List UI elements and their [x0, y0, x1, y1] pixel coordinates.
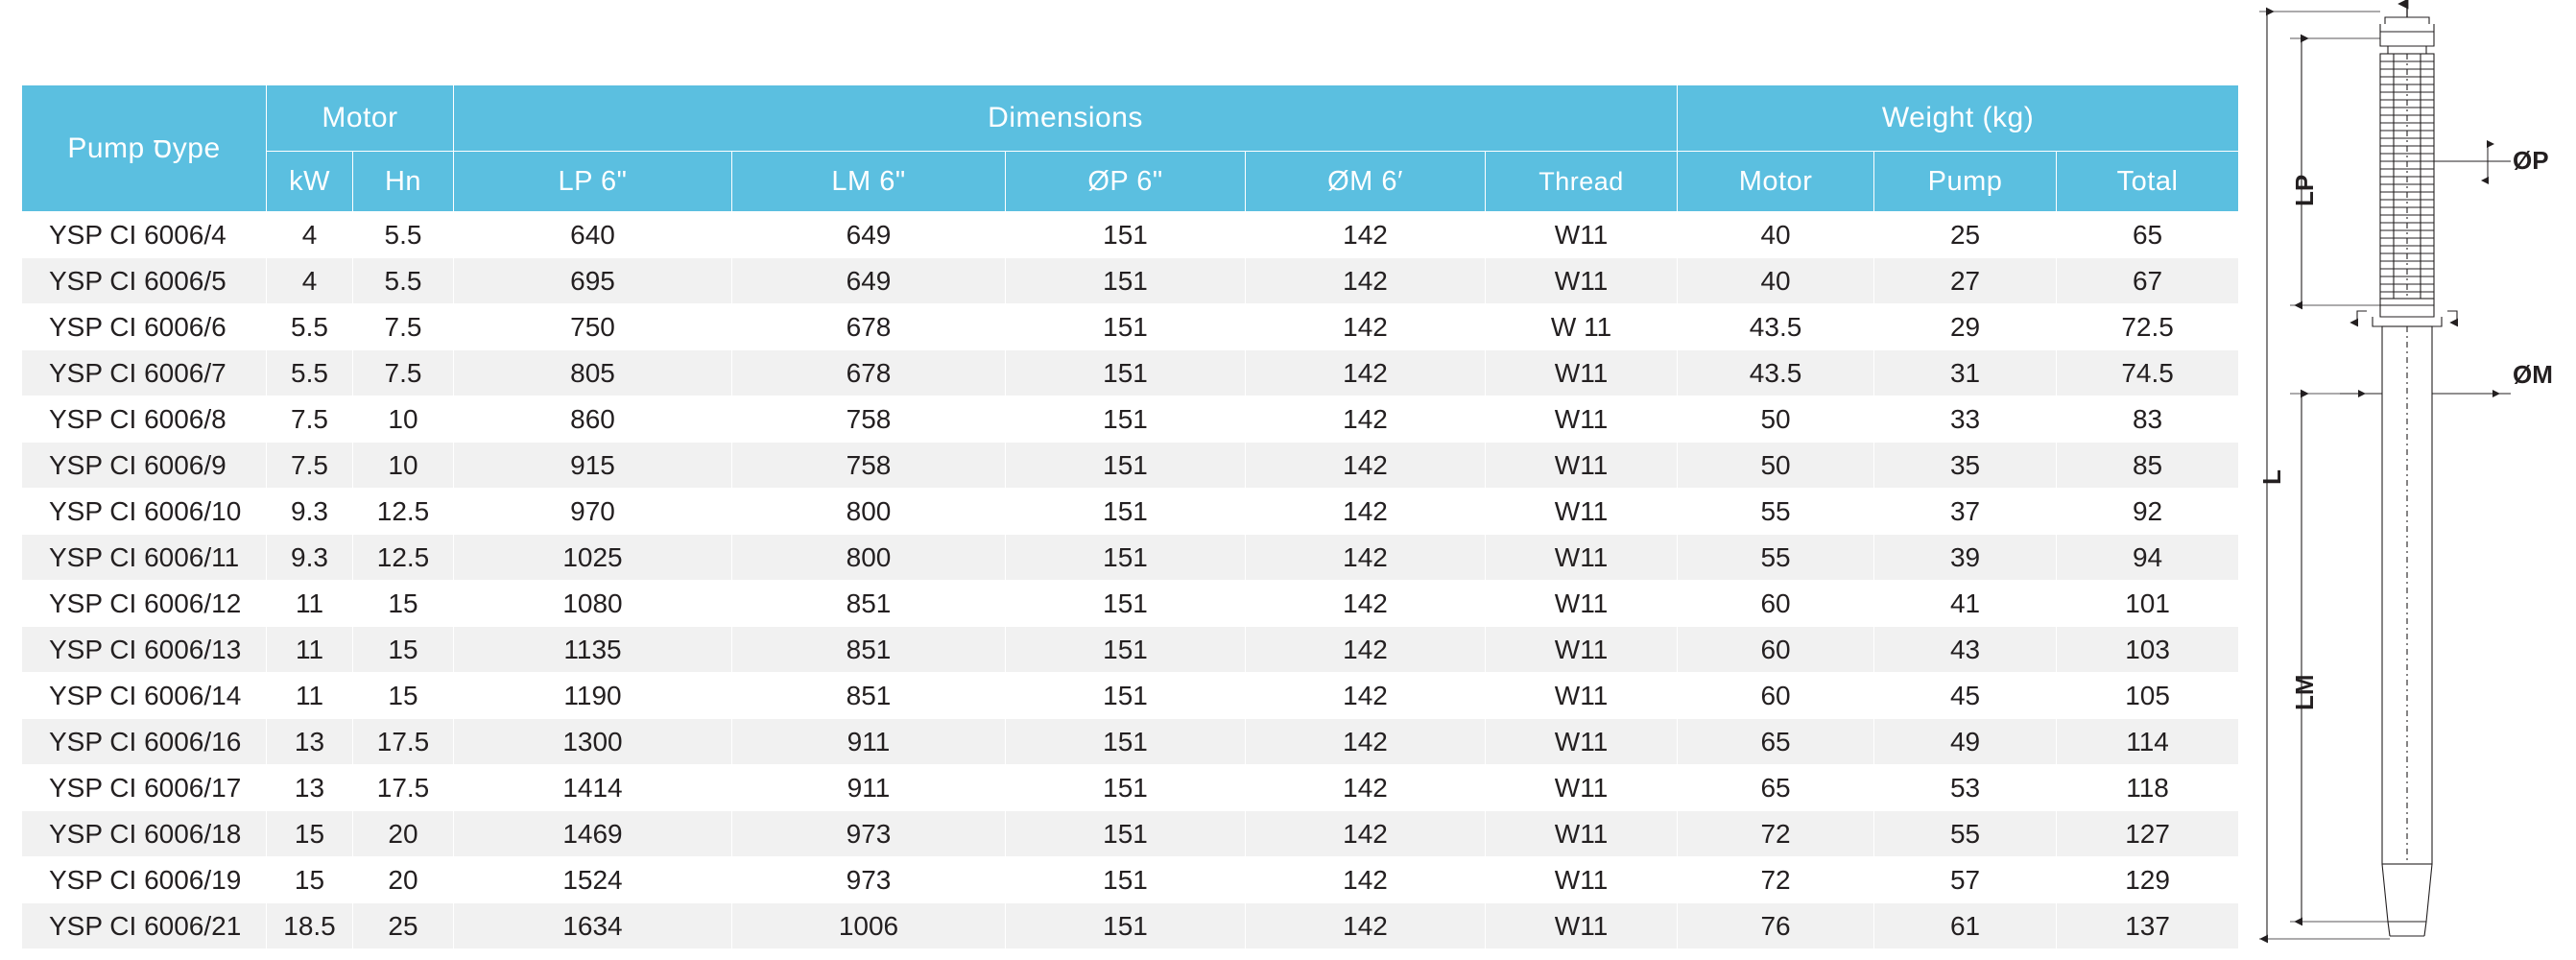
cell-weight-total: 92: [2057, 489, 2239, 535]
cell-weight-motor: 72: [1678, 857, 1874, 903]
cell-pump-type: YSP CI 6006/6: [22, 304, 267, 350]
cell-pump-type: YSP CI 6006/4: [22, 212, 267, 258]
cell-kw: 9.3: [267, 535, 353, 581]
cell-kw: 5.5: [267, 304, 353, 350]
table-header: [22, 85, 2239, 212]
cell-kw: 15: [267, 857, 353, 903]
header-diameter-m: ØM 6′: [1246, 152, 1486, 212]
cell-hn: 5.5: [353, 212, 454, 258]
table-subheader-row: [22, 152, 2239, 212]
cell-weight-motor: 40: [1678, 212, 1874, 258]
cell-weight-total: 114: [2057, 719, 2239, 765]
cell-weight-pump: 53: [1874, 765, 2057, 811]
cell-diameter-m: 142: [1246, 673, 1486, 719]
cell-pump-type: YSP CI 6006/17: [22, 765, 267, 811]
cell-lp: 1080: [454, 581, 732, 627]
cell-thread: W11: [1486, 396, 1678, 443]
cell-thread: W11: [1486, 811, 1678, 857]
cell-lp: 805: [454, 350, 732, 396]
cell-diameter-m: 142: [1246, 719, 1486, 765]
cell-weight-pump: 41: [1874, 581, 2057, 627]
cell-kw: 7.5: [267, 396, 353, 443]
cell-weight-motor: 65: [1678, 719, 1874, 765]
cell-hn: 12.5: [353, 535, 454, 581]
dimension-label-l: L: [2257, 469, 2286, 485]
cell-kw: 9.3: [267, 489, 353, 535]
cell-thread: W11: [1486, 535, 1678, 581]
cell-lm: 1006: [732, 903, 1006, 949]
cell-weight-total: 129: [2057, 857, 2239, 903]
cell-kw: 13: [267, 765, 353, 811]
table-row: [22, 489, 2239, 535]
cell-hn: 20: [353, 857, 454, 903]
cell-weight-motor: 76: [1678, 903, 1874, 949]
cell-pump-type: YSP CI 6006/9: [22, 443, 267, 489]
cell-kw: 11: [267, 581, 353, 627]
cell-diameter-m: 142: [1246, 765, 1486, 811]
cell-lm: 800: [732, 489, 1006, 535]
header-weight-pump: Pump: [1874, 152, 2057, 212]
cell-lp: 695: [454, 258, 732, 304]
cell-weight-motor: 60: [1678, 627, 1874, 673]
dimension-label-lp: LP: [2290, 174, 2319, 206]
cell-lp: 915: [454, 443, 732, 489]
header-lp: LP 6": [454, 152, 732, 212]
cell-weight-motor: 50: [1678, 396, 1874, 443]
cell-weight-total: 67: [2057, 258, 2239, 304]
cell-lm: 973: [732, 857, 1006, 903]
cell-weight-pump: 27: [1874, 258, 2057, 304]
cell-diameter-p: 151: [1006, 489, 1246, 535]
cell-lp: 1469: [454, 811, 732, 857]
cell-weight-pump: 29: [1874, 304, 2057, 350]
cell-weight-motor: 40: [1678, 258, 1874, 304]
cell-kw: 15: [267, 811, 353, 857]
cell-weight-pump: 49: [1874, 719, 2057, 765]
table-row: [22, 903, 2239, 949]
cell-hn: 10: [353, 396, 454, 443]
cell-weight-motor: 65: [1678, 765, 1874, 811]
table-row: [22, 396, 2239, 443]
cell-diameter-p: 151: [1006, 212, 1246, 258]
cell-thread: W 11: [1486, 304, 1678, 350]
cell-pump-type: YSP CI 6006/16: [22, 719, 267, 765]
cell-thread: W11: [1486, 212, 1678, 258]
cell-weight-total: 74.5: [2057, 350, 2239, 396]
cell-diameter-p: 151: [1006, 258, 1246, 304]
cell-lm: 678: [732, 304, 1006, 350]
cell-hn: 5.5: [353, 258, 454, 304]
table-row: [22, 581, 2239, 627]
cell-diameter-m: 142: [1246, 857, 1486, 903]
cell-diameter-p: 151: [1006, 765, 1246, 811]
cell-lp: 970: [454, 489, 732, 535]
cell-kw: 7.5: [267, 443, 353, 489]
cell-thread: W11: [1486, 443, 1678, 489]
cell-weight-pump: 43: [1874, 627, 2057, 673]
cell-pump-type: YSP CI 6006/11: [22, 535, 267, 581]
dimension-label-diameter-p: ØP: [2513, 146, 2549, 175]
cell-lp: 1135: [454, 627, 732, 673]
table-body: [22, 212, 2239, 949]
cell-pump-type: YSP CI 6006/5: [22, 258, 267, 304]
cell-lm: 758: [732, 396, 1006, 443]
cell-weight-total: 127: [2057, 811, 2239, 857]
header-group-weight: Weight (kg): [1678, 85, 2239, 152]
cell-weight-motor: 60: [1678, 581, 1874, 627]
cell-kw: 4: [267, 258, 353, 304]
cell-lp: 1300: [454, 719, 732, 765]
cell-kw: 4: [267, 212, 353, 258]
cell-weight-pump: 37: [1874, 489, 2057, 535]
cell-weight-pump: 57: [1874, 857, 2057, 903]
table-row: [22, 212, 2239, 258]
cell-diameter-m: 142: [1246, 304, 1486, 350]
cell-diameter-p: 151: [1006, 857, 1246, 903]
cell-pump-type: YSP CI 6006/21: [22, 903, 267, 949]
cell-diameter-p: 151: [1006, 535, 1246, 581]
cell-diameter-p: 151: [1006, 304, 1246, 350]
cell-diameter-p: 151: [1006, 627, 1246, 673]
cell-weight-pump: 31: [1874, 350, 2057, 396]
cell-weight-total: 65: [2057, 212, 2239, 258]
cell-kw: 11: [267, 627, 353, 673]
cell-weight-pump: 25: [1874, 212, 2057, 258]
cell-lp: 1524: [454, 857, 732, 903]
table-row: [22, 350, 2239, 396]
cell-hn: 15: [353, 627, 454, 673]
cell-diameter-p: 151: [1006, 811, 1246, 857]
header-weight-total: Total: [2057, 152, 2239, 212]
header-thread: Thread: [1486, 152, 1678, 212]
cell-weight-motor: 72: [1678, 811, 1874, 857]
cell-diameter-m: 142: [1246, 396, 1486, 443]
cell-lm: 911: [732, 719, 1006, 765]
table-row: [22, 719, 2239, 765]
cell-diameter-p: 151: [1006, 396, 1246, 443]
cell-weight-motor: 50: [1678, 443, 1874, 489]
table-row: [22, 535, 2239, 581]
cell-kw: 5.5: [267, 350, 353, 396]
cell-weight-total: 94: [2057, 535, 2239, 581]
cell-pump-type: YSP CI 6006/19: [22, 857, 267, 903]
pump-technical-drawing: [2236, 0, 2576, 960]
cell-pump-type: YSP CI 6006/8: [22, 396, 267, 443]
cell-diameter-p: 151: [1006, 673, 1246, 719]
table-header-group-row: [22, 85, 2239, 152]
cell-diameter-m: 142: [1246, 811, 1486, 857]
cell-hn: 17.5: [353, 719, 454, 765]
cell-thread: W11: [1486, 258, 1678, 304]
cell-diameter-m: 142: [1246, 903, 1486, 949]
cell-lm: 973: [732, 811, 1006, 857]
cell-weight-total: 137: [2057, 903, 2239, 949]
cell-weight-motor: 43.5: [1678, 350, 1874, 396]
pump-drawing-svg: [2236, 0, 2576, 960]
cell-diameter-p: 151: [1006, 581, 1246, 627]
cell-hn: 7.5: [353, 350, 454, 396]
cell-weight-total: 101: [2057, 581, 2239, 627]
cell-lm: 800: [732, 535, 1006, 581]
cell-lp: 1025: [454, 535, 732, 581]
cell-hn: 12.5: [353, 489, 454, 535]
table-row: [22, 811, 2239, 857]
dimension-label-lm: LM: [2290, 674, 2319, 710]
cell-diameter-p: 151: [1006, 719, 1246, 765]
cell-hn: 20: [353, 811, 454, 857]
cell-diameter-m: 142: [1246, 350, 1486, 396]
pump-specification-table: [21, 84, 2239, 949]
cell-weight-total: 105: [2057, 673, 2239, 719]
header-lm: LM 6": [732, 152, 1006, 212]
cell-lp: 1414: [454, 765, 732, 811]
cell-thread: W11: [1486, 350, 1678, 396]
cell-lm: 851: [732, 581, 1006, 627]
cell-weight-pump: 55: [1874, 811, 2057, 857]
cell-weight-total: 103: [2057, 627, 2239, 673]
cell-pump-type: YSP CI 6006/12: [22, 581, 267, 627]
cell-lm: 678: [732, 350, 1006, 396]
cell-weight-pump: 39: [1874, 535, 2057, 581]
cell-weight-motor: 55: [1678, 489, 1874, 535]
cell-weight-total: 83: [2057, 396, 2239, 443]
header-diameter-p: ØP 6": [1006, 152, 1246, 212]
cell-thread: W11: [1486, 719, 1678, 765]
cell-lm: 649: [732, 212, 1006, 258]
cell-weight-motor: 43.5: [1678, 304, 1874, 350]
cell-diameter-p: 151: [1006, 903, 1246, 949]
cell-lm: 851: [732, 627, 1006, 673]
header-group-dimensions: Dimensions: [454, 85, 1678, 152]
cell-lp: 1634: [454, 903, 732, 949]
header-hn: Hn: [353, 152, 454, 212]
cell-lp: 750: [454, 304, 732, 350]
table-row: [22, 627, 2239, 673]
cell-thread: W11: [1486, 489, 1678, 535]
cell-pump-type: YSP CI 6006/13: [22, 627, 267, 673]
pump-specification-table-container: [21, 84, 2219, 949]
cell-weight-total: 72.5: [2057, 304, 2239, 350]
cell-weight-motor: 55: [1678, 535, 1874, 581]
header-weight-motor: Motor: [1678, 152, 1874, 212]
table-row: [22, 857, 2239, 903]
cell-lm: 911: [732, 765, 1006, 811]
cell-hn: 15: [353, 673, 454, 719]
cell-kw: 18.5: [267, 903, 353, 949]
cell-hn: 17.5: [353, 765, 454, 811]
dimension-label-diameter-m: ØM: [2513, 360, 2553, 389]
cell-weight-pump: 45: [1874, 673, 2057, 719]
header-group-motor: Motor: [267, 85, 454, 152]
cell-thread: W11: [1486, 903, 1678, 949]
cell-hn: 10: [353, 443, 454, 489]
cell-thread: W11: [1486, 857, 1678, 903]
cell-weight-total: 85: [2057, 443, 2239, 489]
cell-weight-total: 118: [2057, 765, 2239, 811]
cell-diameter-m: 142: [1246, 443, 1486, 489]
table-row: [22, 304, 2239, 350]
cell-lp: 640: [454, 212, 732, 258]
cell-kw: 11: [267, 673, 353, 719]
cell-thread: W11: [1486, 581, 1678, 627]
cell-pump-type: YSP CI 6006/18: [22, 811, 267, 857]
cell-diameter-m: 142: [1246, 258, 1486, 304]
cell-diameter-m: 142: [1246, 627, 1486, 673]
cell-diameter-p: 151: [1006, 443, 1246, 489]
cell-diameter-m: 142: [1246, 535, 1486, 581]
header-kw: kW: [267, 152, 353, 212]
cell-hn: 15: [353, 581, 454, 627]
cell-lm: 649: [732, 258, 1006, 304]
cell-diameter-m: 142: [1246, 581, 1486, 627]
cell-lm: 851: [732, 673, 1006, 719]
table-row: [22, 443, 2239, 489]
cell-diameter-m: 142: [1246, 489, 1486, 535]
cell-diameter-m: 142: [1246, 212, 1486, 258]
cell-thread: W11: [1486, 627, 1678, 673]
cell-lp: 1190: [454, 673, 732, 719]
cell-kw: 13: [267, 719, 353, 765]
cell-weight-pump: 35: [1874, 443, 2057, 489]
cell-weight-pump: 33: [1874, 396, 2057, 443]
cell-pump-type: YSP CI 6006/7: [22, 350, 267, 396]
cell-weight-pump: 61: [1874, 903, 2057, 949]
header-pump-type: Pump סype: [22, 85, 267, 212]
cell-diameter-p: 151: [1006, 350, 1246, 396]
table-row: [22, 765, 2239, 811]
cell-thread: W11: [1486, 673, 1678, 719]
cell-weight-motor: 60: [1678, 673, 1874, 719]
cell-lm: 758: [732, 443, 1006, 489]
cell-pump-type: YSP CI 6006/14: [22, 673, 267, 719]
table-row: [22, 258, 2239, 304]
cell-hn: 7.5: [353, 304, 454, 350]
cell-lp: 860: [454, 396, 732, 443]
table-row: [22, 673, 2239, 719]
cell-thread: W11: [1486, 765, 1678, 811]
cell-hn: 25: [353, 903, 454, 949]
cell-pump-type: YSP CI 6006/10: [22, 489, 267, 535]
